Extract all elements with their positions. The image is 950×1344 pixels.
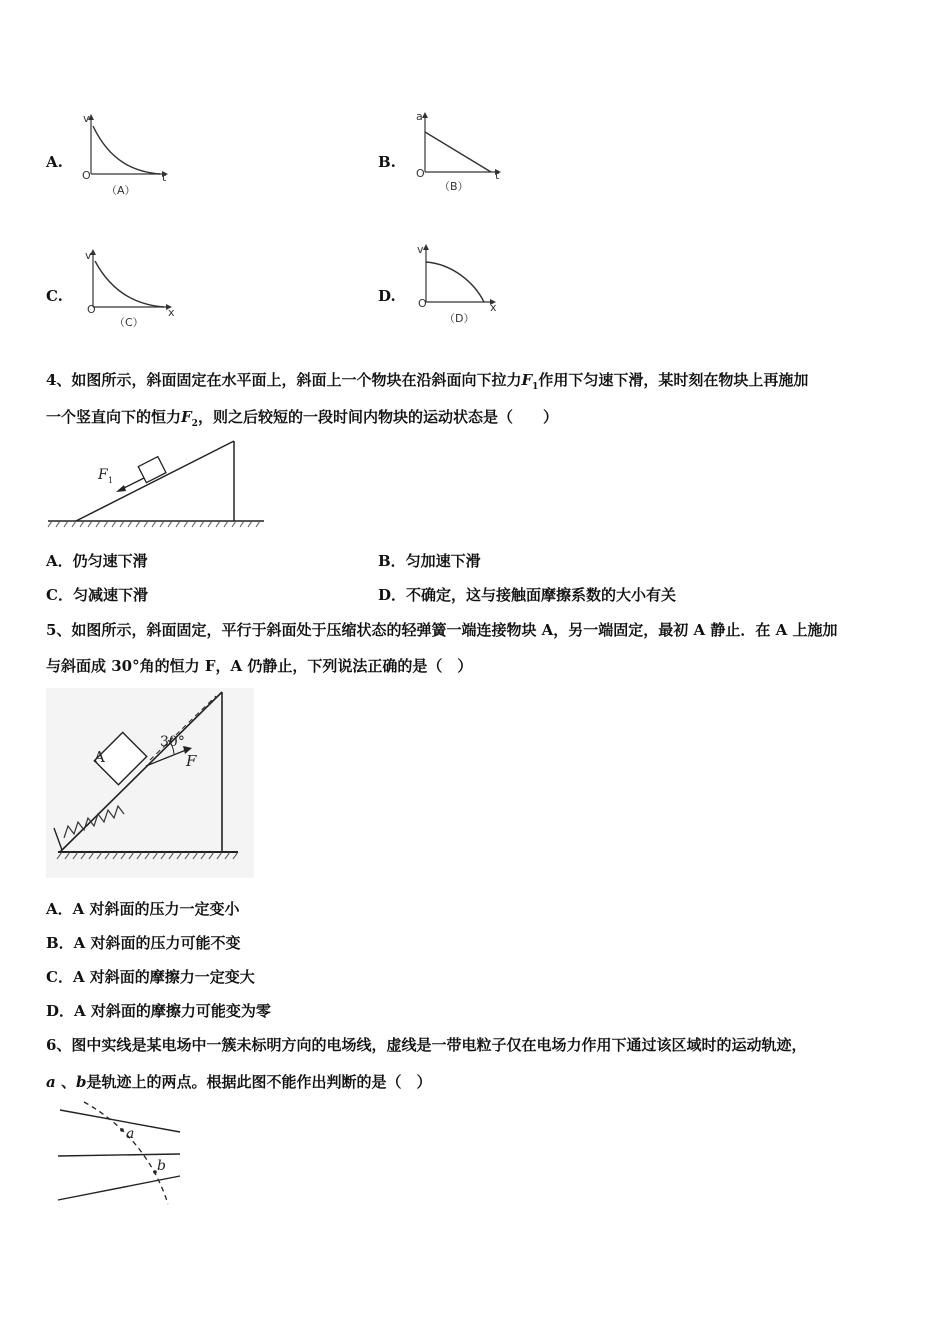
option-c-letter: C. (46, 287, 63, 305)
graph-d-ylabel: v (417, 243, 424, 256)
graph-b (413, 110, 513, 200)
q6-field-figure (54, 1100, 189, 1210)
q5-line2: 与斜面成 30°角的恒力 F，A 仍静止，下列说法正确的是（ ） (46, 657, 473, 675)
q5-option-c: C．A 对斜面的摩擦力一定变大 (46, 968, 255, 986)
q4-option-a: A．仍匀速下滑 (46, 552, 148, 570)
q5-option-b: B．A 对斜面的压力可能不变 (46, 934, 241, 952)
graph-d-caption: （D） (444, 312, 475, 325)
graph-c (82, 247, 182, 337)
q4-incline-figure (46, 437, 268, 529)
graph-a-xlabel: t (162, 171, 167, 184)
graph-c-origin: O (87, 303, 96, 316)
q4-option-b: B．匀加速下滑 (378, 552, 481, 570)
q6-line2: a 、b是轨迹上的两点。根据此图不能作出判断的是（ ） (46, 1073, 432, 1091)
option-a-letter: A. (46, 153, 63, 171)
graph-d-origin: O (418, 297, 427, 310)
q6-fig-point-a: a (126, 1126, 135, 1142)
graph-c-ylabel: v (85, 249, 92, 262)
graph-a-caption: （A） (106, 184, 136, 197)
graph-a-origin: O (82, 169, 91, 182)
graph-b-xlabel: t (495, 169, 500, 182)
q6-fig-point-b: b (157, 1158, 166, 1174)
q5-fig-block-label: A (94, 748, 105, 766)
q5-fig-angle-label: 30° (160, 734, 185, 750)
graph-c-xlabel: x (168, 306, 175, 319)
graph-a-ylabel: v (83, 112, 90, 125)
option-b-letter: B. (378, 153, 396, 171)
q5-fig-force-label: F (186, 752, 197, 770)
q4-option-d: D．不确定，这与接触面摩擦系数的大小有关 (378, 586, 677, 604)
graph-a (80, 112, 180, 202)
graph-b-ylabel: a (416, 110, 423, 123)
q6-line1: 6、图中实线是某电场中一簇未标明方向的电场线，虚线是一带电粒子仅在电场力作用下通过该区域时的运动轨迹， (46, 1036, 807, 1054)
q4-fig-force-sub: 1 (108, 476, 114, 485)
q5-spring-figure (46, 688, 254, 878)
q4-line1: 4、如图所示，斜面固定在水平面上，斜面上一个物块在沿斜面向下拉力$F_1$作用下匀速下滑，某时刻在物块上再施加 (46, 371, 809, 392)
q4-option-c: C．匀减速下滑 (46, 586, 148, 604)
option-d-letter: D. (378, 287, 396, 305)
q5-option-d: D．A 对斜面的摩擦力可能变为零 (46, 1002, 271, 1020)
graph-b-origin: O (416, 167, 425, 180)
q5-line1: 5、如图所示，斜面固定，平行于斜面处于压缩状态的轻弹簧一端连接物块 A，另一端固定，最初 A 静止．在 A 上施加 (46, 621, 838, 639)
graph-d (412, 242, 512, 332)
q5-option-a: A．A 对斜面的压力一定变小 (46, 900, 240, 918)
q4-fig-force-label: F (98, 467, 108, 483)
graph-d-xlabel: x (490, 301, 497, 314)
q4-line2: 一个竖直向下的恒力$F_2$，则之后较短的一段时间内物块的运动状态是（ ） (46, 408, 558, 429)
graph-c-caption: （C） (114, 316, 144, 329)
graph-b-caption: （B） (439, 180, 469, 193)
